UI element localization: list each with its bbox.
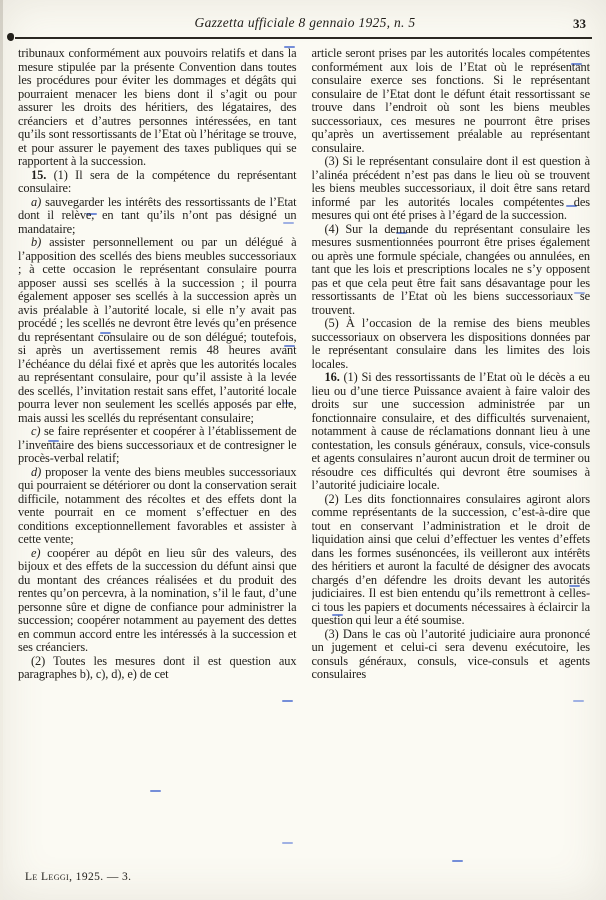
header-rule xyxy=(15,37,592,39)
footer-imprint: Le Leggi, 1925. — 3. xyxy=(25,871,132,883)
page-header xyxy=(18,15,592,35)
paragraph: c) se faire représenter et coopérer à l’établissement de l’inventaire des biens successoriaux et de contresigner le procès-verbal relatif; xyxy=(18,424,297,465)
paragraph-lead: 15. xyxy=(31,167,54,182)
paragraph: (3) Si le représentant consulaire dont il est question à l’alinéa précédent n’est pas dans le lieu où se trouvent les biens meubles successoriaux, il doit être sans retard informé par les autorités locales compétentes des mesures qui ont été prises à l’égard de la succession. xyxy=(311,154,590,222)
paragraph: 15. (1) Il sera de la compétence du représentant consulaire: xyxy=(18,167,297,195)
journal-title: Gazzetta ufficiale 8 gennaio 1925, n. 5 xyxy=(194,15,416,30)
text-columns xyxy=(18,47,590,869)
paragraph: a) sauvegarder les intérêts des ressortissants de l’Etat dont il relève, en tant qu’ils n’ont pas désigné un mandataire; xyxy=(18,194,297,236)
column-left xyxy=(18,47,297,869)
paragraph: tribunaux conformément aux pouvoirs relatifs et dans la mesure stipulée par la présente Convention dans toutes les procédures pour éviter les dommages et dégâts qui pourraient menacer les biens dont il s’agit ou pour assurer les droits des héritiers, des légataires, des créanciers et d’autres personnes intéressées, en tant qu’ils sont ressortissants de l’Etat où l’héritage se trouve, et pour assurer le payement des taxes publiques qui se rapportent à la succession. xyxy=(18,47,297,168)
page-number: 33 xyxy=(573,16,586,31)
paragraph: (3) Dans le cas où l’autorité judiciaire aura prononcé un jugement et celui-ci sera devenu exécutoire, les consuls généraux, consuls, vice-consuls et agents consulaires xyxy=(311,626,590,681)
paragraph: 16. (1) Si des ressortissants de l’Etat où le décès a eu lieu ou d’une tierce Puissance avaient à faire valoir des droits sur une succession administrée par un fonctionnaire consulaire, et des difficultés survenaient, notamment à cause de réclamations donnant lieu à une contestation, les consuls généraux, consuls, vice-consuls et agents consulaires n’auront aucun droit de terminer ou résoudre ces difficultés qui devront être soumises à l’autorité judiciaire locale. xyxy=(311,370,590,492)
ink-blob xyxy=(7,33,14,41)
paragraph-lead: 16. xyxy=(324,370,344,384)
paragraph: d) proposer la vente des biens meubles successoriaux qui pourraient se détériorer ou dont la conservation serait difficile, notamment des récoltes et des effets dont la vente pourrait en ce moment s’effectuer en des conditions exceptionnellement favorables et assister à cette vente; xyxy=(18,464,297,546)
paragraph: (2) Les dits fonctionnaires consulaires agiront alors comme représentants de la succession, c’est-à-dire que tout en conservant l’administration et le droit de liquidation ainsi que celui d’effectuer les ventes d’effets dans les formes susénoncées, ils veilleront aux intérêts des héritiers et auront la faculté de désigner des avocats chargés d’en défendre les droits devant les autorités judiciaires. Il est bien entendu qu’ils remettront à celles-ci tous les papiers et documents nécessaires à éclaircir la question qui leur a été soumise. xyxy=(311,491,590,627)
paragraph: (5) À l’occasion de la remise des biens meubles successoriaux on observera les dispositions données par le représentant consulaire dans les limites des lois locales. xyxy=(311,316,590,371)
paragraph: article seront prises par les autorités locales compétentes conformément aux lois de l’Etat où le représentant consulaire exerce ses fonctions. Si le représentant consulaire de l’Etat dont le défunt était ressortissant se trouve dans l’endroit où sont les biens meubles successoriaux, ces mesures ne pourront être prises qu’après un avertissement préalable au représentant consulaire. xyxy=(311,47,590,155)
paragraph: e) coopérer au dépôt en lieu sûr des valeurs, des bijoux et des effets de la succession du défunt ainsi que du montant des créances réalisées et du produit des rentes qu’on percevra, à la nomination, s’il le faut, d’une personne sûre et digne de confiance pour administrer la succession; coopérer notamment au payement des dettes en commun accord entre les intéressés à la succession et ses créanciers. xyxy=(18,545,297,654)
paragraph-lead: c) xyxy=(31,424,44,438)
paragraph-lead: e) xyxy=(31,545,48,560)
paragraph: (4) Sur la demande du représentant consulaire les mesures susmentionnées pourront être prises également ou après une formule spéciale, changées ou annulées, en tant que les lois et prescriptions locales ne s’y opposent pas et que cela peut être fait sans désavantage pour les ressortissants de l’Etat où les biens successoriaux se trouvent. xyxy=(311,221,590,317)
paragraph-lead: d) xyxy=(31,464,46,479)
paragraph-lead: a) xyxy=(31,194,46,209)
scan-edge-shading xyxy=(0,0,3,900)
paragraph-lead: b) xyxy=(31,235,50,249)
paragraph: b) assister personnellement ou par un délégué à l’apposition des scellés des biens meubles successoriaux ; à cette occasion le représentant consulaire pourra apposer aussi ses scellés à la succession ; il pourra également apposer ses scellés à la succession après un avis préalable à l’autorité locale, si elle n’y avait pas procédé ; les scellés ne devront être levés qu’en présence du représentant consulaire ou de son délégué; toutefois, si après un avertissement remis 48 heures avant l’échéance du délai fixé et après que les autorités locales au représentant consulaire, pour qu’il assiste à la levée des scellés, l’invitation restait sans effet, l’autorité locale pourra lever non seulement les scellés apposés par elle, mais aussi les scellés du représentant consulaire; xyxy=(18,235,297,425)
column-right xyxy=(312,47,591,869)
paragraph: (2) Toutes les mesures dont il est question aux paragraphes b), c), d), e) de cet xyxy=(18,653,297,681)
